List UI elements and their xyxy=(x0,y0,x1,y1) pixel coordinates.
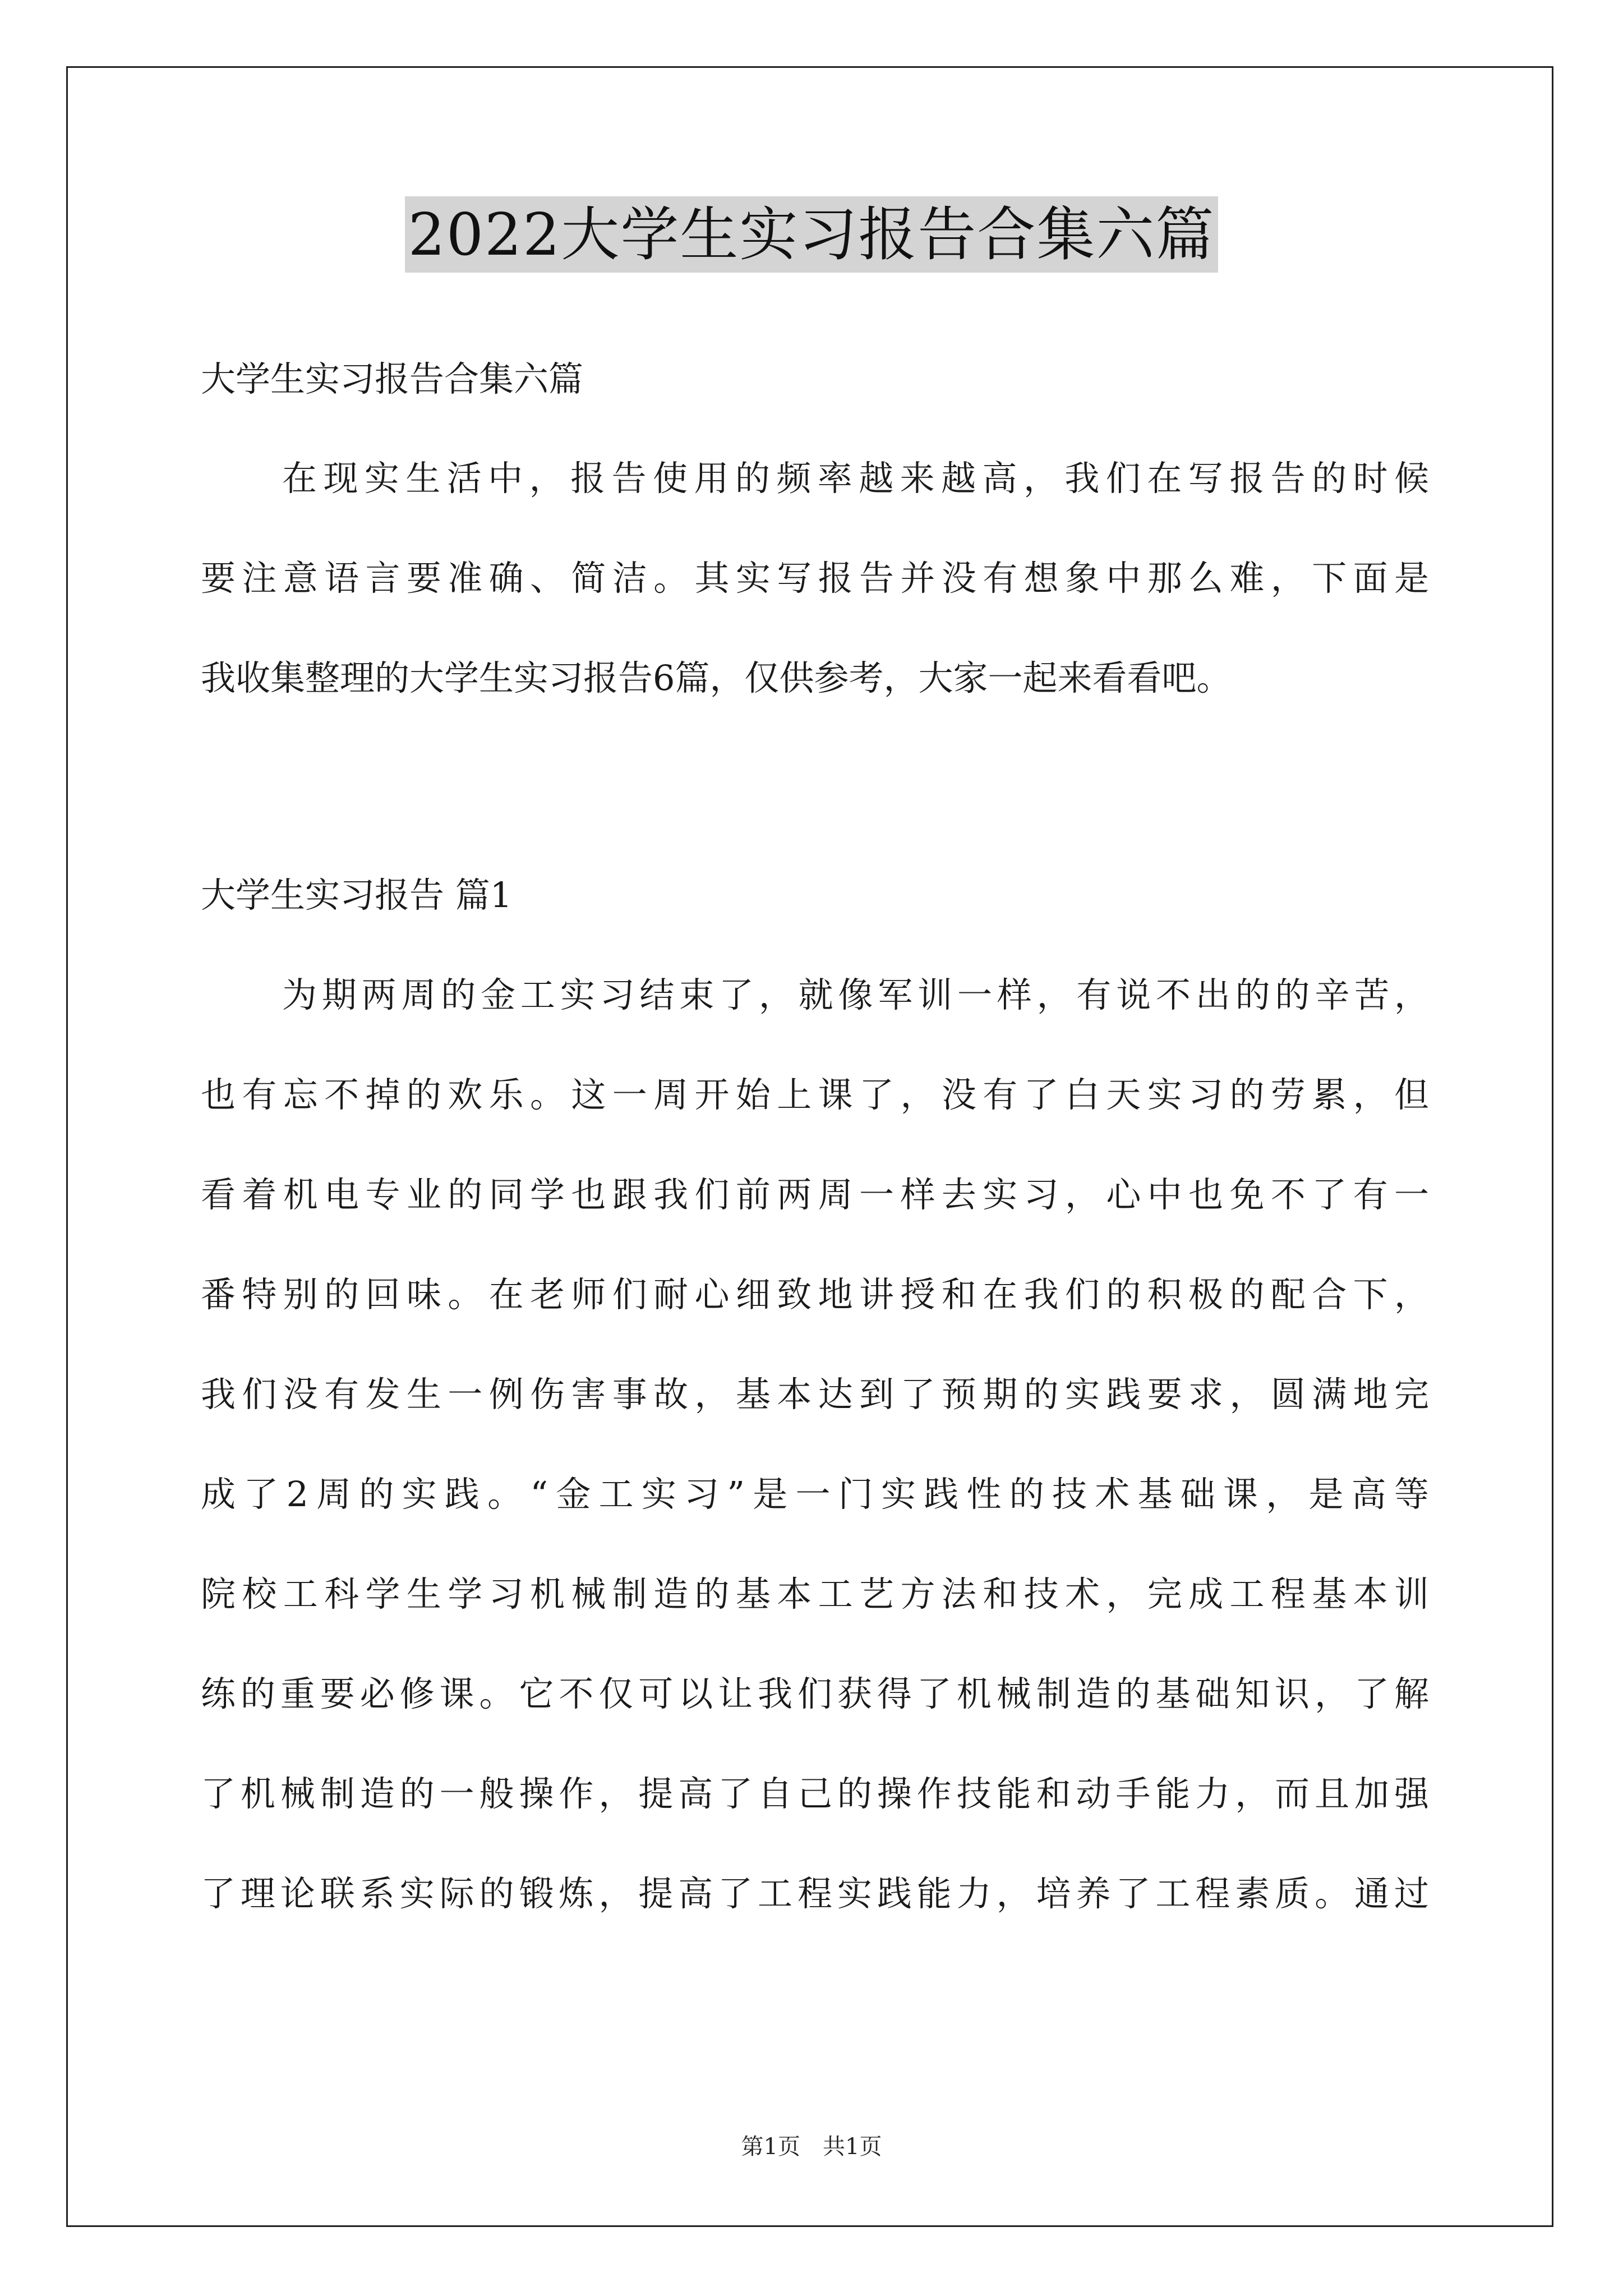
paragraph-line: 为期两周的金工实习结束了，就像军训一样，有说不出的的辛苦， xyxy=(282,974,1429,1015)
document-subtitle: 大学生实习报告合集六篇 xyxy=(201,358,584,399)
title-container xyxy=(0,196,1623,273)
paragraph-line: 也有忘不掉的欢乐。这一周开始上课了，没有了白天实习的劳累，但 xyxy=(201,1074,1429,1115)
paragraph-line: 我们没有发生一例伤害事故，基本达到了预期的实践要求，圆满地完 xyxy=(201,1374,1429,1415)
paragraph-line: 练的重要必修课。它不仅可以让我们获得了机械制造的基础知识，了解 xyxy=(201,1673,1429,1714)
intro-line: 在现实生活中，报告使用的频率越来越高，我们在写报告的时候 xyxy=(282,458,1429,499)
intro-line: 要注意语言要准确、简洁。其实写报告并没有想象中那么难，下面是 xyxy=(201,558,1429,599)
paragraph-line: 了机械制造的一般操作，提高了自己的操作技能和动手能力，而且加强 xyxy=(201,1773,1429,1814)
section-heading: 大学生实习报告 篇1 xyxy=(201,875,513,915)
paragraph-line: 番特别的回味。在老师们耐心细致地讲授和在我们的积极的配合下， xyxy=(201,1274,1429,1315)
paragraph-line: 了理论联系实际的锻炼，提高了工程实践能力，培养了工程素质。通过 xyxy=(201,1873,1429,1914)
paragraph-line: 成了2周的实践。“金工实习”是一门实践性的技术基础课，是高等 xyxy=(201,1474,1429,1515)
paragraph-line: 院校工科学生学习机械制造的基本工艺方法和技术，完成工程基本训 xyxy=(201,1573,1429,1614)
intro-line: 我收集整理的大学生实习报告6篇，仅供参考，大家一起来看看吧。 xyxy=(201,657,1232,698)
page-footer: 第1页 共1页 xyxy=(741,2134,882,2160)
document-title: 2022大学生实习报告合集六篇 xyxy=(405,196,1219,273)
paragraph-line: 看着机电专业的同学也跟我们前两周一样去实习，心中也免不了有一 xyxy=(201,1174,1429,1215)
